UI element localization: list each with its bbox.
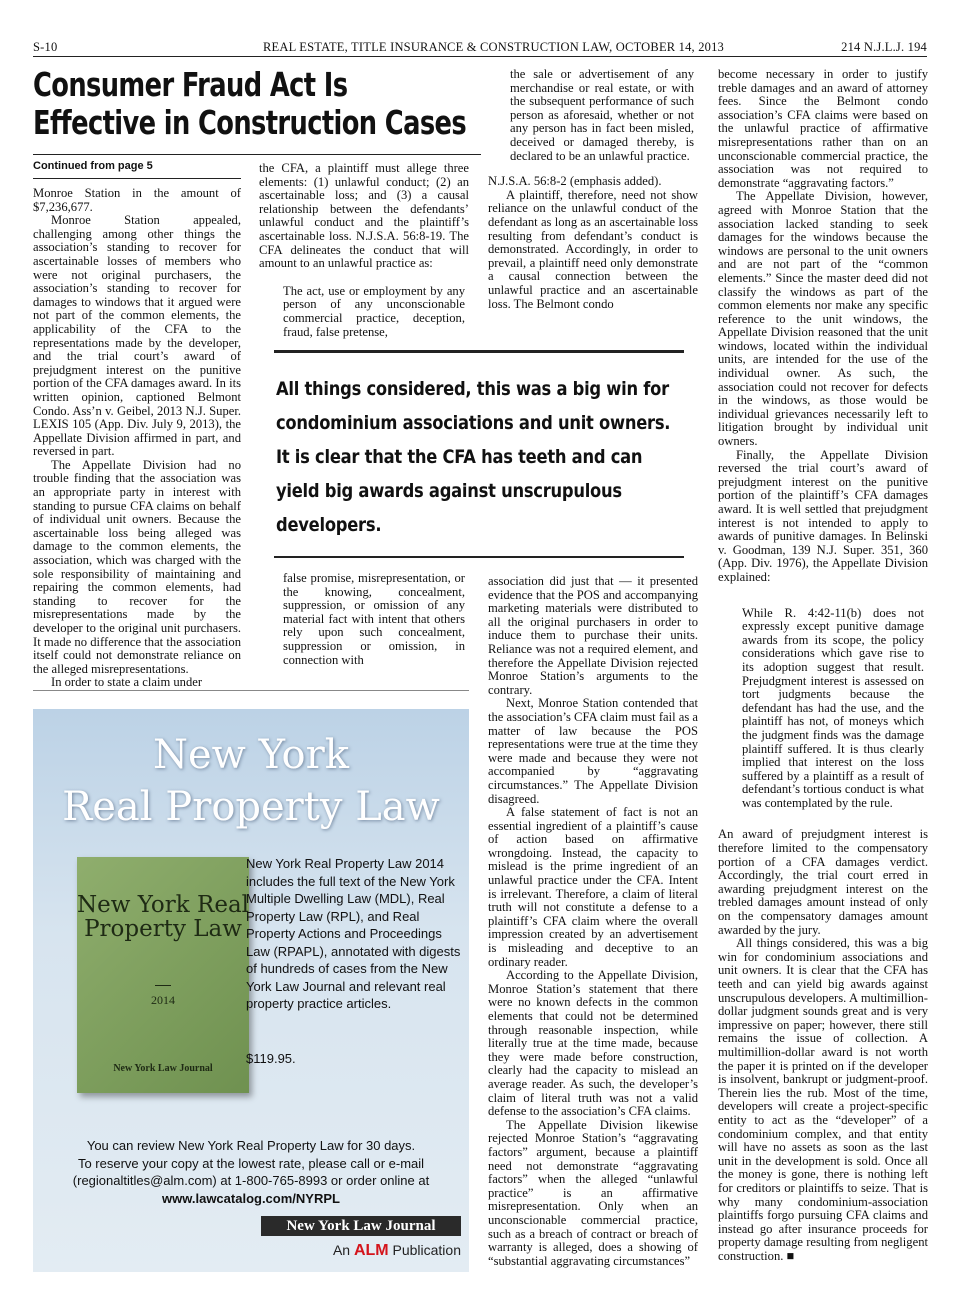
book-title: New York Real Property Law <box>77 892 250 942</box>
paragraph: N.J.S.A. 56:8-2 (emphasis added). <box>488 174 662 189</box>
title-rule <box>33 154 481 155</box>
paragraph: All things considered, this was a big win for condominium associations and unit owners. It is clear that the CFA has teeth and can yield big awards against unscrupulous developers. A multimillion-dollar judgment sounds great and is very impressive on paper; however, there still remains the issue of collection. A multimillion-dollar award is not worth the paper it is printed on if the developer is insolvent, bankrupt or judgment-proof. Therein lies the rub. Most of the time, developers will create a project-specific entity to act as the “developer” of a condominium complex, and that entity will have no assets as soon as the last unit in the development is sold. Once all the money is gone, there is nothing left for creditors or plaintiffs to seize. That is why many condominium-association plaintiffs forgo pursuing CFA claims and instead go after insurance proceeds for property damage resulting from negligent construction. ■ <box>718 936 928 1263</box>
paragraph: Monroe Station appealed, challenging among other things the association’s standing to recover for ascertainable losses of members who were not original purchasers, the association’s standing to recover for damages to windows that it argued were not part of the common elements, the applicability of the CFA to the representations made by the developer, and the trial court’s award of prejudgment interest on the punitive portion of the CFA damages award. In its written opinion, captioned Belmont Condo. Ass’n v. Geibel, 2013 N.J. Super. LEXIS 105 (App. Div. July 9, 2013), the Appellate Division affirmed in part, and reversed in part. <box>33 213 241 459</box>
block-quote: While R. 4:42-11(b) does not expressly except punitive damage awards from its scope, the policy considerations which gave rise to its adoption suggest that result. Prejudgment interest is assessed on tort judgments because the defendant has had the use, and the plaintiff has not, of moneys which the judgment finds was the damage plaintiff suffered. It is thus clearly implied that interest on the loss suffered by a plaintiff as a result of defendant’s tortious conduct is what was contemplated by the rule. <box>742 605 924 810</box>
pull-quote-top-rule <box>274 350 684 353</box>
ad-headline-2: Real Property Law <box>62 784 440 830</box>
column-3-top <box>488 68 698 311</box>
book-cover <box>77 857 249 1093</box>
advertisement[interactable] <box>33 709 469 1272</box>
book-year: 2014 <box>151 993 175 1007</box>
page-number: S-10 <box>33 40 58 54</box>
column-2-bottom <box>259 572 469 673</box>
ad-description: New York Real Property Law 2014 includes the full text of the New York Multiple Dwelling Law (MDL), Real Property Law (RPL), and Real Property Actions and Proceedings Law (RPAPL), annotated with digests of hundreds of cases from the New York Law Journal and relevant real property practice articles. <box>246 856 461 1011</box>
paragraph: A plaintiff, therefore, need not show reliance on the unlawful conduct of the defendant as long as an ascertainable loss resulting from defendant’s conduct is demonstrated. Accordingly, in order to prevail, a plaintiff need only demonstrate a causal connection between the unlawful practice and an ascertainable loss. The Belmont condo <box>488 187 698 311</box>
header-rule <box>33 56 927 57</box>
pull-quote-bottom-rule <box>274 556 684 558</box>
book-publisher: New York Law Journal <box>113 1063 213 1074</box>
paragraph: become necessary in order to justify treble damages and an award of attorney fees. Since the Belmont condo association’s CFA claims were based on the unlawful practice of affirmative misrepresentations rather than on an unconscionable commercial practice, the association was not required to demonstrate “aggravating factors.” <box>718 67 928 190</box>
paragraph: Next, Monroe Station contended that the association’s CFA claim must fail as a matter of law because the POS representations were true at the time they were made and because they were not accompanied by “aggravating circumstances.” The Appellate Division disagreed. <box>488 696 698 806</box>
book-divider <box>155 985 171 986</box>
paragraph: In order to state a claim under <box>51 675 203 690</box>
paragraph: Finally, the Appellate Division reversed the trial court’s award of prejudgment interest on the punitive portion of the plaintiff’s CFA damages award. It is well settled that prejudgment interest is not intended to apply to awards of punitive damages. In Belinski v. Goodman, 139 N.J. Super. 351, 360 (App. Div. 1976), the Appellate Division explained: <box>718 447 928 584</box>
ad-headline-1: New York <box>153 732 349 778</box>
column-1 <box>33 187 241 690</box>
column-4 <box>718 68 928 1263</box>
citation: 214 N.J.L.J. 194 <box>841 40 927 54</box>
paragraph: The Appellate Division, however, agreed with Monroe Station that the association lacked standing to seek damages for the windows because the windows are personal to the unit owners and are not part of the “common elements.” Since the master deed did not classify the windows as part of the common elements nor make any specific reference to the unit windows, the Appellate Division reasoned that the unit windows, located within the individual units, are intended for the use of the individual owner. As such, the association could not recover for defects in the windows, as those would be individual grievances necessarily left to litigation brought by individual unit owners. <box>718 189 928 449</box>
alm-logo: ALM <box>353 1242 389 1259</box>
article-title: Consumer Fraud Act Is Effective in Construction Cases <box>33 65 467 142</box>
block-quote: The act, use or employment by any person of any unconscionable commercial practice, deception, fraud, false pretense, <box>283 283 465 339</box>
continued-from: Continued from page 5 <box>33 160 153 172</box>
paragraph: the CFA, a plaintiff must allege three elements: (1) unlawful conduct; (2) an ascertainable loss; and (3) a causal relationship between the defendants’ unlawful conduct and the plaintiff’s ascertainable loss. N.J.S.A. 56:8-19. The CFA delineates the conduct that will amount to an unlawful practice as: <box>259 161 469 271</box>
block-quote: the sale or advertisement of any merchandise or real estate, or with the subsequent performance of such person as aforesaid, whether or not any person has in fact been misled, deceived or damaged thereby, is declared to be an unlawful practice. <box>510 67 694 163</box>
publication-line: REAL ESTATE, TITLE INSURANCE & CONSTRUCTION LAW, OCTOBER 14, 2013 <box>263 40 724 54</box>
nylj-logo: New York Law Journal <box>261 1216 461 1236</box>
paragraph: association did just that — it presented evidence that the POS and accompanying marketing materials were distributed to all the original purchasers in order to induce them to purchase their units. Reliance was not a required element, and therefore the Appellate Division rejected Monroe Station’s arguments to the contrary. <box>488 574 698 697</box>
ad-divider <box>33 690 469 691</box>
continued-rule <box>33 178 241 179</box>
paragraph: An award of prejudgment interest is therefore limited to the compensatory portion of a CFA damages verdict. Accordingly, the trial court erred in awarding prejudgment interest on the trebled damages amount instead of only on the compensatory damages amount awarded by the jury. <box>718 827 928 937</box>
paragraph: A false statement of fact is not an essential ingredient of a plaintiff’s cause of action based on affirmative wrongdoing. Instead, the capacity to mislead is the prime ingredient of an unlawful practice under the CFA. Intent is irrelevant. Therefore, a claim of literal truth will not constitute a defense to a plaintiff’s CFA claim where the overall impression created by an advertisement is misleading and deceptive to an ordinary reader. <box>488 805 698 969</box>
column-2-top <box>259 162 469 345</box>
ad-order-info: You can review New York Real Property Law for 30 days. To reserve your copy at the lowest rate, please call or e-mail (regionaltitles@alm.com) at 1-800-765-8993 or order online at www.lawcatalog.com/NYRPL <box>33 1137 469 1207</box>
block-quote: false promise, misrepresentation, or the knowing, concealment, suppression, or omission of any material fact with intent that others rely upon such concealment, suppression or omission, in connection with <box>283 571 465 667</box>
pull-quote: All things considered, this was a big win for condominium associations and unit owners. It is clear that the CFA has teeth and can yield big awards against unscrupulous developers. <box>276 378 671 536</box>
alm-publication: An ALM Publication <box>332 1242 461 1259</box>
paragraph: Monroe Station in the amount of $7,236,677. <box>33 186 241 214</box>
column-3-bottom <box>488 575 698 1268</box>
paragraph: The Appellate Division likewise rejected Monroe Station’s “aggravating factors” argument, because a plaintiff need not demonstrate “aggravating factors” when the alleged “unlawful practice” is an affirmative misrepresentation. Only when an unconscionable commercial practice, such as a breach of contract or breach of warranty is alleged, does a showing of “substantial aggravating circumstances” <box>488 1117 698 1268</box>
paragraph: The Appellate Division had no trouble finding that the association was an appropriate party in interest with standing to pursue CFA claims on behalf of individual unit owners. Because the ascertainable loss being alleged was damage to the common elements, the association, which was charged with the sole responsibility of maintaining and repairing the common elements, had standing to recover for the misrepresentations made by the developer to the original unit purchasers. It made no difference that the association itself could not demonstrate reliance on the alleged misrepresentations. <box>33 457 241 676</box>
ad-price: $119.95. <box>246 1051 296 1066</box>
paragraph: According to the Appellate Division, Monroe Station’s statement that there were no known defects in the common elements that could not be determined through reasonable inspection, while literally true at the time made, because they were made before construction, clearly had the capacity to mislead an average reader. As such, the developer’s claim of literal truth was not a valid defense to the association’s CFA claims. <box>488 968 698 1119</box>
ad-order-link[interactable]: www.lawcatalog.com/NYRPL <box>162 1190 340 1206</box>
